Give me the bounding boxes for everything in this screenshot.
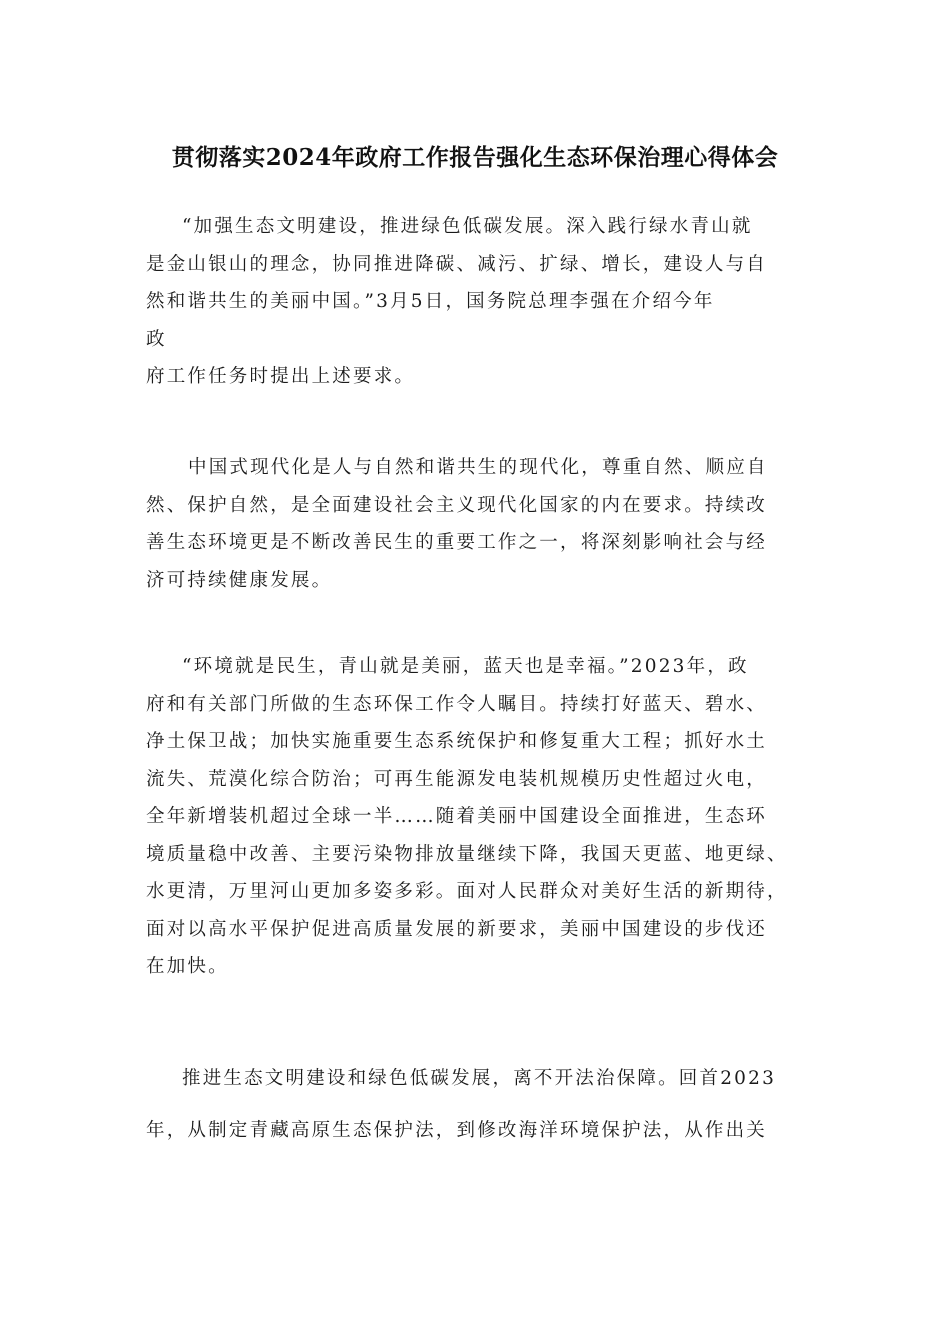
- paragraph-line: 府和有关部门所做的生态环保工作令人瞩目。持续打好蓝天、碧水、: [146, 693, 768, 715]
- paragraph-line: 是金山银山的理念，协同推进降碳、减污、扩绿、增长，建设人与自: [146, 253, 768, 275]
- paragraph-line: 济可持续健康发展。: [146, 569, 333, 591]
- paragraph-line: 在加快。: [146, 956, 229, 977]
- paragraph-line: “加强生态文明建设，推进绿色低碳发展。深入践行绿水青山就: [182, 216, 753, 237]
- paragraph-line: 推进生态文明建设和绿色低碳发展，离不开法治保障。回首2023: [182, 1068, 777, 1089]
- document-title: 贯彻落实2024年政府工作报告强化生态环保治理心得体会: [171, 144, 779, 171]
- paragraph-2: [146, 449, 810, 599]
- paragraph-line: 政: [146, 328, 167, 350]
- paragraph-line: 府工作任务时提出上述要求。: [146, 366, 416, 387]
- paragraph-line: “环境就是民生，青山就是美丽，蓝天也是幸福。”2023年，政: [182, 656, 749, 677]
- paragraph-line: 境质量稳中改善、主要污染物排放量继续下降，我国天更蓝、地更绿、: [146, 843, 788, 865]
- paragraph-line: 流失、荒漠化综合防治；可再生能源发电装机规模历史性超过火电，: [146, 768, 768, 790]
- paragraph-line: 然和谐共生的美丽中国。”3月5日，国务院总理李强在介绍今年: [146, 291, 715, 312]
- paragraph-3: [146, 648, 810, 986]
- paragraph-1: [146, 208, 810, 396]
- paragraph-line: 水更清，万里河山更加多姿多彩。面对人民群众对美好生活的新期待，: [146, 881, 788, 902]
- paragraph-line: 善生态环境更是不断改善民生的重要工作之一，将深刻影响社会与经: [146, 532, 768, 553]
- paragraph-line: 年，从制定青藏高原生态保护法，到修改海洋环境保护法，从作出关: [146, 1120, 768, 1141]
- paragraph-4: [146, 1053, 810, 1157]
- paragraph-line: 净土保卫战；加快实施重要生态系统保护和修复重大工程；抓好水土: [146, 731, 768, 752]
- paragraph-line: 然、保护自然，是全面建设社会主义现代化国家的内在要求。持续改: [146, 494, 768, 516]
- paragraph-line: 中国式现代化是人与自然和谐共生的现代化，尊重自然、顺应自: [188, 457, 768, 478]
- paragraph-line: 面对以高水平保护促进高质量发展的新要求，美丽中国建设的步伐还: [146, 918, 768, 940]
- paragraph-line: 全年新增装机超过全球一半……随着美丽中国建设全面推进，生态环: [146, 806, 768, 827]
